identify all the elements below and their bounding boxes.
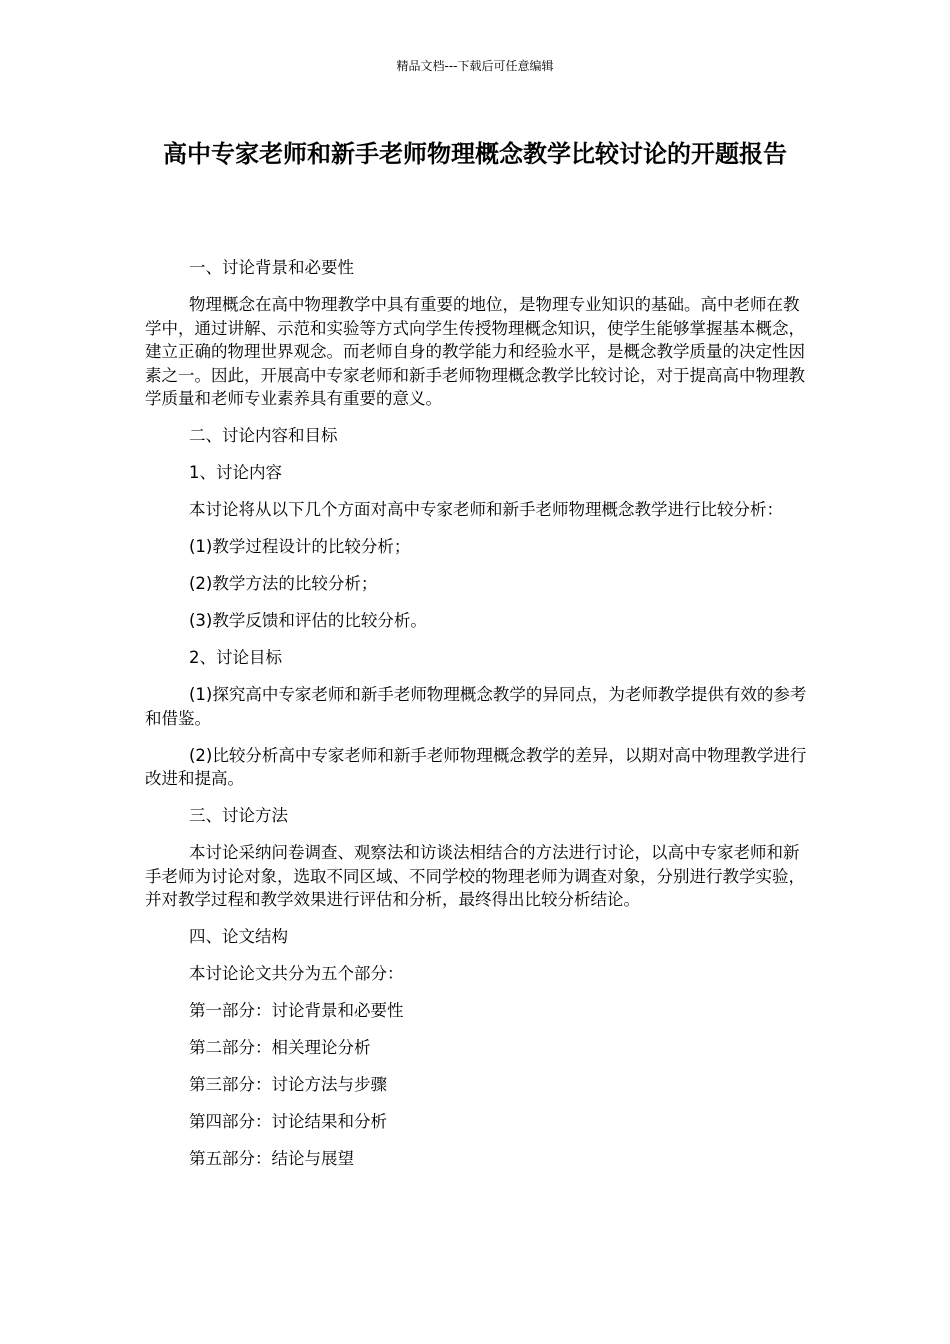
subheading-content: 1、讨论内容 xyxy=(189,463,282,482)
paragraph-background: 物理概念在高中物理教学中具有重要的地位，是物理专业知识的基础。高中老师在教学中，通过讲解、示范和实验等方式向学生传授物理概念知识，使学生能够掌握基本概念，建立正确的物理世界观念。而老师自身的教学能力和经验水平，是概念教学质量的决定性因素之一。因此，开展高中专家老师和新手老师物理概念教学比较讨论，对于提高高中物理教学质量和老师专业素养具有重要的意义。 xyxy=(145,295,805,408)
subheading-goals: 2、讨论目标 xyxy=(189,648,282,667)
document-body xyxy=(145,256,809,1184)
paragraph-structure-intro: 本讨论论文共分为五个部分： xyxy=(189,964,404,983)
list-item-content-3: (3)教学反馈和评估的比较分析。 xyxy=(189,611,427,630)
list-item-part-3: 第三部分：讨论方法与步骤 xyxy=(189,1075,387,1094)
list-item-content-1: (1)教学过程设计的比较分析； xyxy=(189,537,411,556)
paragraph-method: 本讨论采纳问卷调查、观察法和访谈法相结合的方法进行讨论，以高中专家老师和新手老师为讨论对象，选取不同区域、不同学校的物理老师为调查对象，分别进行教学实验，并对教学过程和教学效果进行评估和分析，最终得出比较分析结论。 xyxy=(145,843,805,909)
list-item-part-4: 第四部分：讨论结果和分析 xyxy=(189,1112,387,1131)
paragraph-content-intro: 本讨论将从以下几个方面对高中专家老师和新手老师物理概念教学进行比较分析： xyxy=(189,500,783,519)
document-title: 高中专家老师和新手老师物理概念教学比较讨论的开题报告 xyxy=(163,140,787,168)
page-header: 精品文档---下载后可任意编辑 xyxy=(396,59,554,73)
list-item-goal-2: (2)比较分析高中专家老师和新手老师物理概念教学的差异，以期对高中物理教学进行改进和提高。 xyxy=(145,745,807,788)
section-heading-method: 三、讨论方法 xyxy=(189,806,288,825)
list-item-content-2: (2)教学方法的比较分析； xyxy=(189,574,378,593)
list-item-goal-1: (1)探究高中专家老师和新手老师物理概念教学的异同点，为老师教学提供有效的参考和借鉴。 xyxy=(145,685,807,728)
list-item-part-5: 第五部分：结论与展望 xyxy=(189,1149,354,1168)
section-heading-content-goals: 二、讨论内容和目标 xyxy=(189,426,338,445)
section-heading-background: 一、讨论背景和必要性 xyxy=(189,258,354,277)
list-item-part-1: 第一部分：讨论背景和必要性 xyxy=(189,1001,404,1020)
list-item-part-2: 第二部分：相关理论分析 xyxy=(189,1038,371,1057)
section-heading-structure: 四、论文结构 xyxy=(189,927,288,946)
